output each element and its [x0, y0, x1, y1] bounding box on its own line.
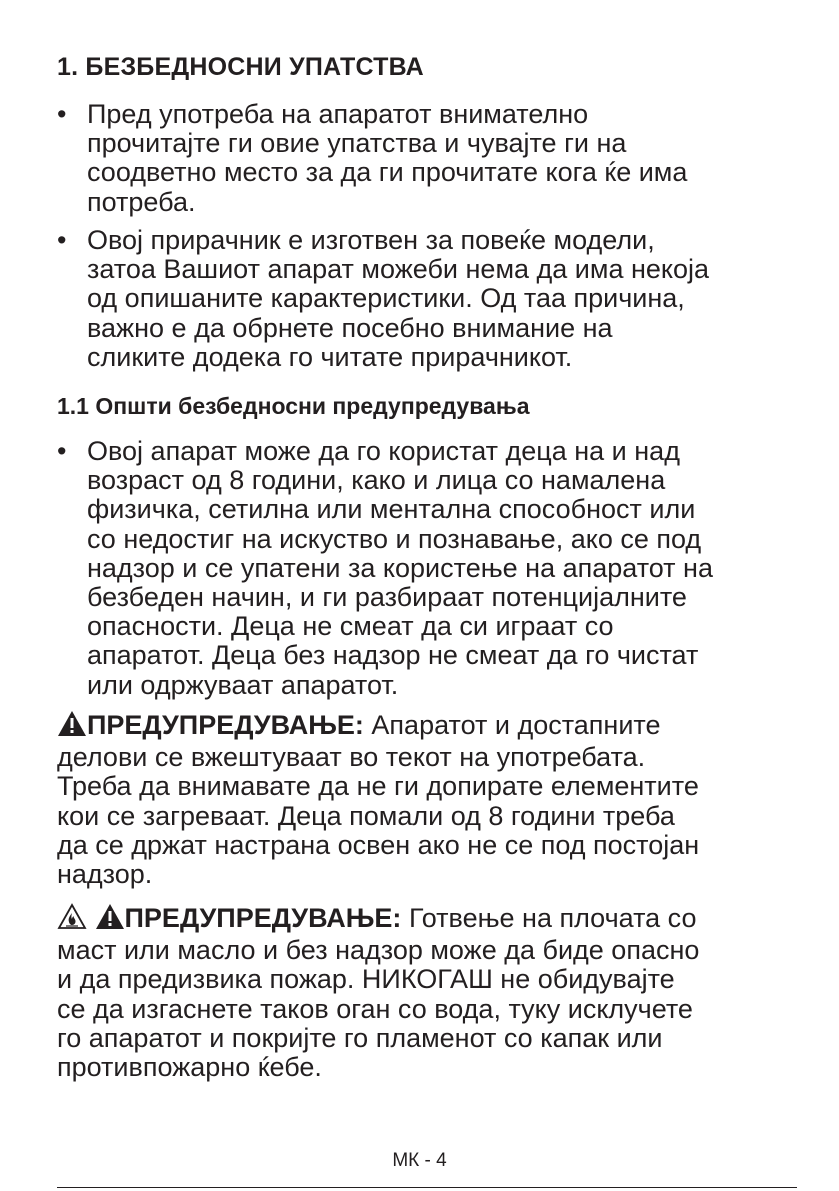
warning-text: маст или масло и без надзор може да биде опасно и да предизвика пожар. НИКОГАШ не обидувајте се да изгаснете таков оган со вода, туку исклучете го апаратот и покријте го пламенот со капак или противпожарно ќебе.	[57, 935, 700, 1083]
bullet-item	[57, 437, 797, 700]
warning-triangle-icon	[95, 903, 125, 936]
bullet-text: Пред употреба на апаратот внимателно прочитајте ги овие упатства и чувајте ги на соодветно место за да ги прочитате кога ќе има потреба.	[87, 99, 688, 217]
warning-text-lead: Готвење на плочата со	[401, 903, 697, 933]
bullet-dot: •	[57, 436, 67, 466]
bullet-item	[57, 100, 797, 217]
subsection-heading: 1.1 Општи безбедносни предупредувања	[57, 393, 530, 419]
bullet-text: Овој прирачник е изготвен за повеќе модели, затоа Вашиот апарат можеби нема да има некоја од опишаните карактеристики. Од таа причина, важно е да обрнете посебно внимание на сликите додека го читате прирачникот.	[87, 225, 710, 372]
warning-label: ПРЕДУПРЕДУВАЊЕ:	[124, 903, 402, 933]
bullet-dot: •	[57, 99, 67, 129]
warning-text-lead: Апаратот и достапните	[363, 710, 661, 740]
bullet-item	[57, 226, 797, 372]
footer-rule	[57, 1187, 797, 1188]
warning-label: ПРЕДУПРЕДУВАЊЕ:	[87, 710, 364, 740]
page-number: МК - 4	[392, 1150, 447, 1171]
warning-block	[57, 903, 802, 1082]
warning-text: делови се вжештуваат во текот на употребата. Треба да внимавате да не ги допирате елементите кои се загреваат. Деца помали од 8 години треба да се држат настрана освен ако не се под постојан надзор.	[57, 742, 700, 890]
fire-hazard-icon	[57, 903, 87, 936]
bullet-dot: •	[57, 225, 67, 255]
warning-triangle-icon	[57, 710, 87, 743]
section-heading: 1. БЕЗБЕДНОСНИ УПАТСТВА	[57, 53, 424, 81]
bullet-text: Овој апарат може да го користат деца на и над возраст од 8 години, како и лица со намалена физичка, сетилна или ментална способност или со недостиг на искуство и познавање, ако се под надзор и се упатени за користење на апаратот на безбеден начин, и ги разбираат потенцијалните опасности. Деца не смеат да си играат со апаратот. Деца без надзор не смеат да го чистат или одржуваат апаратот.	[87, 436, 713, 700]
warning-block	[57, 710, 802, 889]
